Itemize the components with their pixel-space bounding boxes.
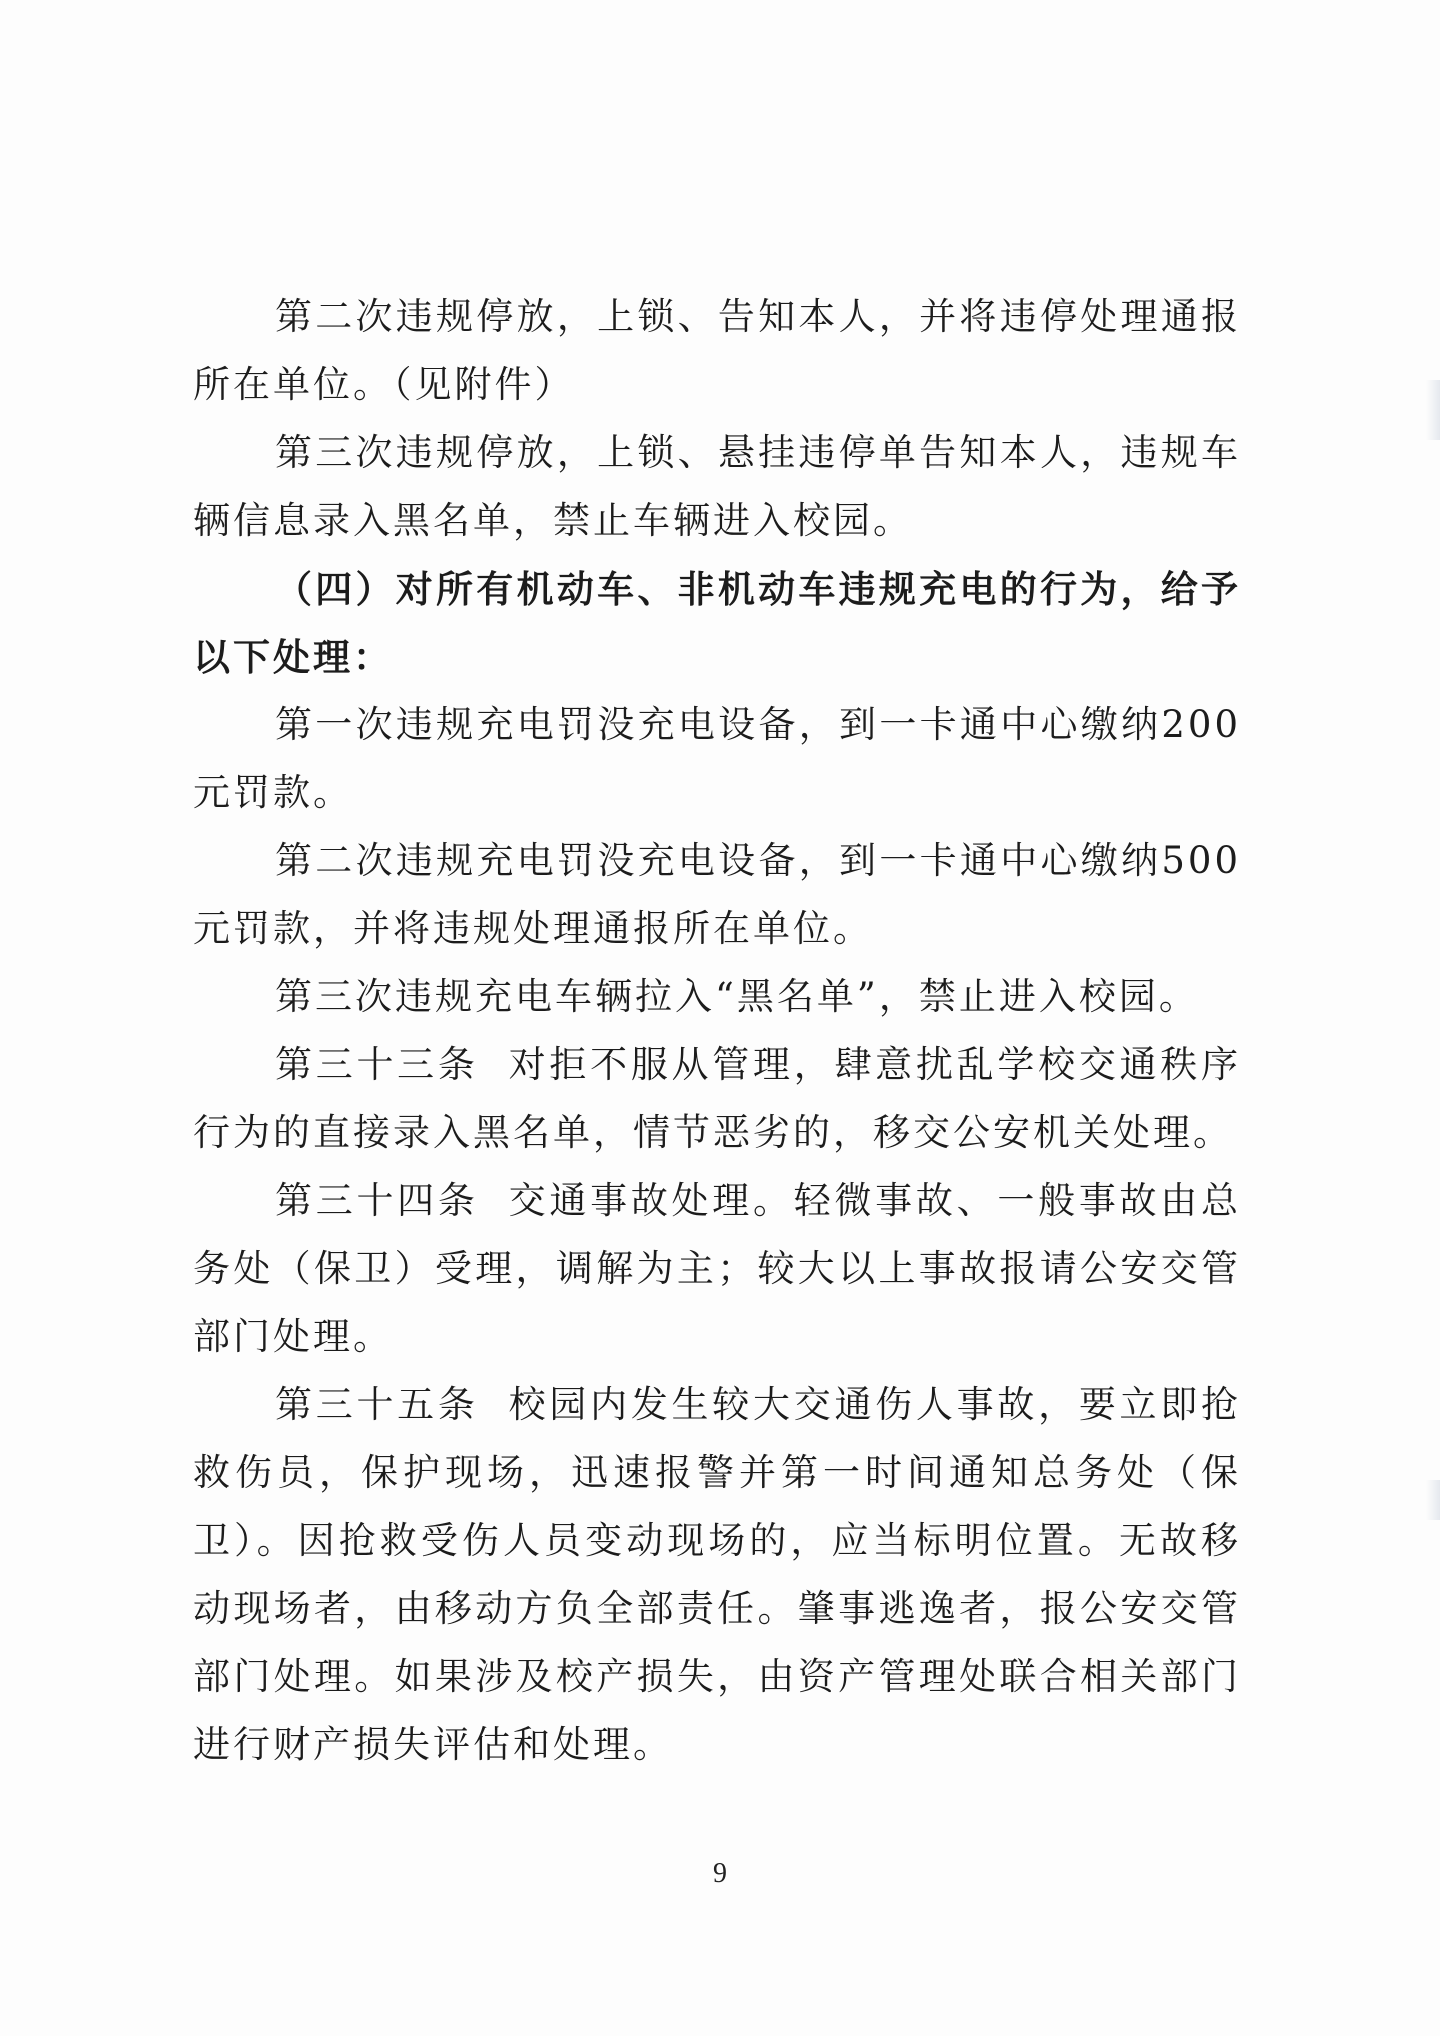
article-34 (193, 1167, 1241, 1371)
section-heading: （四）对所有机动车、非机动车违规充电的行为，给予以下处理： (193, 567, 1241, 679)
article-text: 对拒不服从管理，肆意扰乱学校交通秩序行为的直接录入黑名单，情节恶劣的，移交公安机关处理。 (193, 1043, 1242, 1154)
article-35 (193, 1371, 1241, 1779)
paragraph: 第三次违规充电车辆拉入“黑名单”，禁止进入校园。 (275, 975, 1199, 1018)
paragraph: 第二次违规停放，上锁、告知本人，并将违停处理通报所在单位。（见附件） (193, 295, 1241, 406)
article-number: 第三十四条 (275, 1179, 479, 1222)
scan-edge-mark (1426, 380, 1440, 440)
paragraph: 第一次违规充电罚没充电设备，到一卡通中心缴纳200元罚款。 (193, 703, 1241, 814)
article-text: 校园内发生较大交通伤人事故，要立即抢救伤员，保护现场，迅速报警并第一时间通知总务处（保卫）。因抢救受伤人员变动现场的，应当标明位置。无故移动现场者，由移动方负全部责任。肇事逃逸者，报公安交管部门处理。如果涉及校产损失，由资产管理处联合相关部门进行财产损失评估和处理。 (193, 1383, 1242, 1766)
page-number: 9 (713, 1858, 727, 1889)
article-33 (193, 1031, 1241, 1167)
paragraph: 第三次违规停放，上锁、悬挂违停单告知本人，违规车辆信息录入黑名单，禁止车辆进入校园。 (193, 431, 1241, 542)
article-number: 第三十三条 (275, 1043, 479, 1086)
article-number: 第三十五条 (275, 1383, 479, 1426)
paragraph: 第二次违规充电罚没充电设备，到一卡通中心缴纳500元罚款，并将违规处理通报所在单位。 (193, 839, 1241, 950)
article-text: 交通事故处理。轻微事故、一般事故由总务处（保卫）受理，调解为主；较大以上事故报请公安交管部门处理。 (193, 1179, 1242, 1358)
document-body (193, 283, 1241, 1779)
scan-edge-mark (1426, 1480, 1440, 1520)
